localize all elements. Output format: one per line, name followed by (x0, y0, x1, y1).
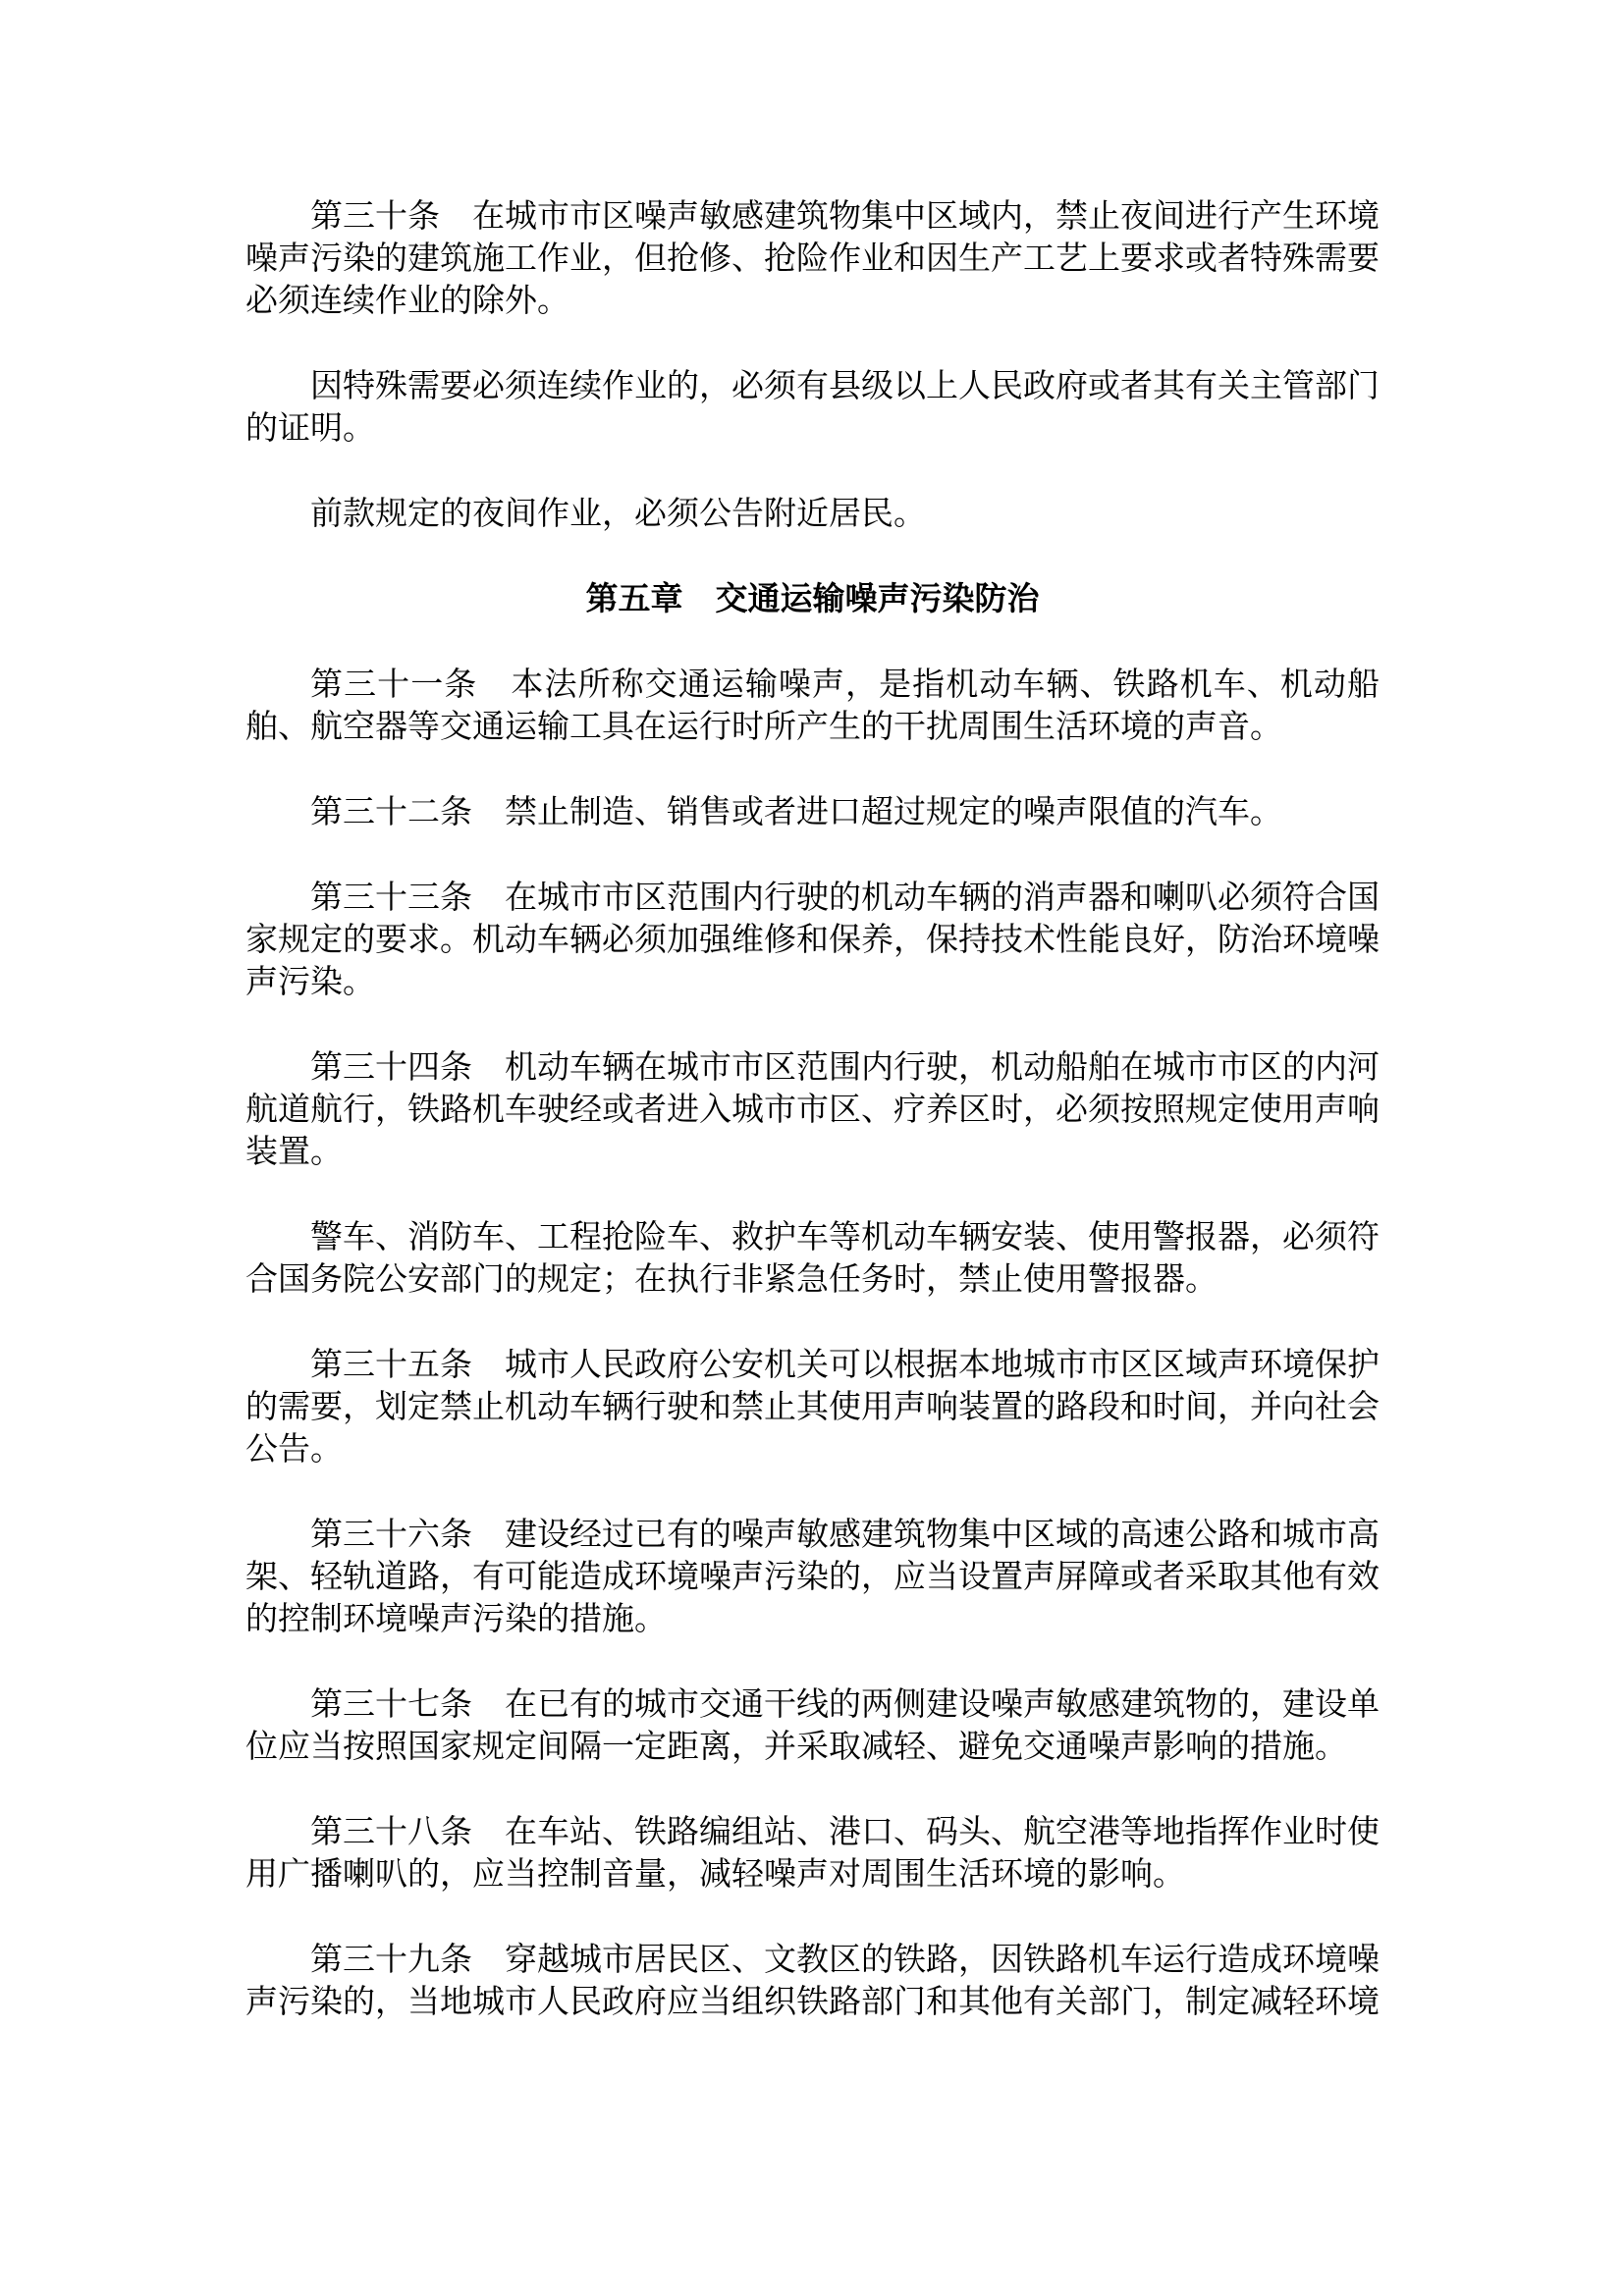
para-article-39: 第三十九条 穿越城市居民区、文教区的铁路，因铁路机车运行造成环境噪声污染的，当地城市人民政府应当组织铁路部门和其他有关部门，制定减轻环境 (245, 1943, 1380, 2020)
para-article-30: 第三十条 在城市市区噪声敏感建筑物集中区域内，禁止夜间进行产生环境噪声污染的建筑施工作业，但抢修、抢险作业和因生产工艺上要求或者特殊需要必须连续作业的除外。 (245, 199, 1380, 319)
para-article-34-clause-2: 警车、消防车、工程抢险车、救护车等机动车辆安装、使用警报器，必须符合国务院公安部门的规定；在执行非紧急任务时，禁止使用警报器。 (245, 1220, 1380, 1298)
chapter-5-heading: 第五章 交通运输噪声污染防治 (585, 582, 1040, 617)
para-article-38: 第三十八条 在车站、铁路编组站、港口、码头、航空港等地指挥作业时使用广播喇叭的，应当控制音量，减轻噪声对周围生活环境的影响。 (245, 1815, 1380, 1893)
para-article-36: 第三十六条 建设经过已有的噪声敏感建筑物集中区域的高速公路和城市高架、轻轨道路，有可能造成环境噪声污染的，应当设置声屏障或者采取其他有效的控制环境噪声污染的措施。 (245, 1518, 1380, 1637)
para-article-32: 第三十二条 禁止制造、销售或者进口超过规定的噪声限值的汽车。 (310, 795, 1282, 830)
para-article-34: 第三十四条 机动车辆在城市市区范围内行驶，机动船舶在城市市区的内河航道航行，铁路机车驶经或者进入城市市区、疗养区时，必须按照规定使用声响装置。 (245, 1050, 1380, 1170)
para-article-37: 第三十七条 在已有的城市交通干线的两侧建设噪声敏感建筑物的，建设单位应当按照国家规定间隔一定距离，并采取减轻、避免交通噪声影响的措施。 (245, 1687, 1380, 1765)
para-article-30-clause-3: 前款规定的夜间作业，必须公告附近居民。 (310, 497, 926, 532)
para-article-35: 第三十五条 城市人民政府公安机关可以根据本地城市市区区域声环境保护的需要，划定禁止机动车辆行驶和禁止其使用声响装置的路段和时间，并向社会公告。 (245, 1348, 1380, 1468)
para-article-30-clause-2: 因特殊需要必须连续作业的，必须有县级以上人民政府或者其有关主管部门的证明。 (245, 369, 1380, 447)
para-article-33: 第三十三条 在城市市区范围内行驶的机动车辆的消声器和喇叭必须符合国家规定的要求。机动车辆必须加强维修和保养，保持技术性能良好，防治环境噪声污染。 (245, 881, 1380, 1000)
para-article-31: 第三十一条 本法所称交通运输噪声，是指机动车辆、铁路机车、机动船舶、航空器等交通运输工具在运行时所产生的干扰周围生活环境的声音。 (245, 667, 1380, 745)
